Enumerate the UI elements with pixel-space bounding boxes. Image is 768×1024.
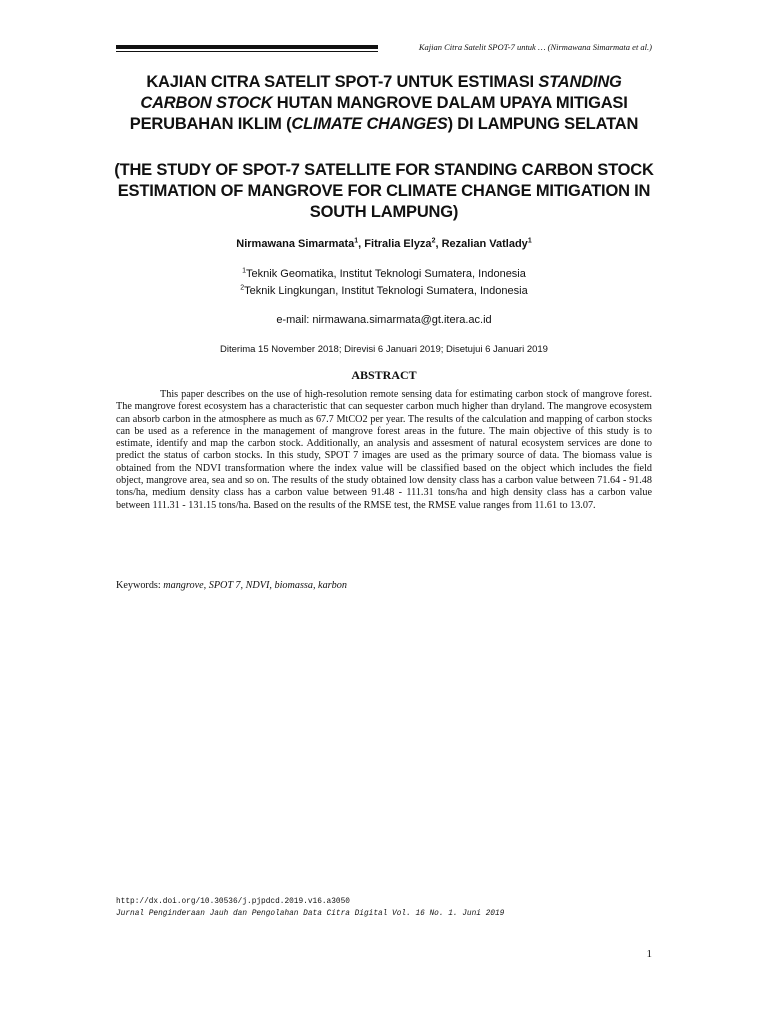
abstract-body: This paper describes on the use of high-resolution remote sensing data for estimating carbon stock of mangrove forest. The mangrove forest ecosystem has a characteristic that can sequester carbon much higher than dryland. The mangrove ecosystem can absorb carbon in the atmosphere as much as 67.7 MtCO2 per year. The results of the calculation and mapping of carbon stocks can be used as a reference in the management of mangrove forest areas in the future. The main objective of this study is to estimate, identify and map the carbon stock. Additionally, an analysis and assesment of natural ecosystem services are done to predict the status of carbon stocks. In this study, SPOT 7 images are used as the primary source of data. The biomass value is obtained from the NDVI transformation where the index value will be classified based on the object which includes the field object, mangrove area, sea and so on. The results of the study obtained low density class has a carbon value between 71.64 - 91.48 tons/ha, medium density class has a carbon value between 91.48 - 111.31 tons/ha and high density class has a carbon value between 111.31 - 131.15 tons/ha. Based on the results of the RMSE test, the RMSE value ranges from 11.61 to 13.07. bbox=[116, 389, 652, 511]
abstract-heading: ABSTRACT bbox=[351, 368, 417, 382]
keywords-values: mangrove, SPOT 7, NDVI, biomassa, karbon bbox=[163, 580, 347, 591]
affiliation-text: Teknik Geomatika, Institut Teknologi Sumatera, Indonesia bbox=[246, 268, 526, 280]
submission-dates: Diterima 15 November 2018; Direvisi 6 Januari 2019; Disetujui 6 Januari 2019 bbox=[220, 344, 548, 355]
affiliation-1 bbox=[110, 268, 658, 280]
title-id-part3: ) DI LAMPUNG SELATAN bbox=[447, 115, 639, 133]
author-sup: 1 bbox=[354, 237, 359, 245]
author-name: Rezalian Vatlady bbox=[441, 238, 528, 250]
title-indonesian bbox=[110, 72, 658, 135]
affiliation-sup: 1 bbox=[242, 267, 247, 275]
affiliation-2 bbox=[110, 285, 658, 297]
author-sep: , bbox=[435, 238, 442, 250]
author-name: Fitralia Elyza bbox=[364, 238, 432, 250]
author-sup: 2 bbox=[431, 237, 436, 245]
author-email: e-mail: nirmawana.simarmata@gt.itera.ac.id bbox=[276, 314, 492, 326]
keywords-label: Keywords: bbox=[116, 580, 164, 591]
title-id-italic2: CLIMATE CHANGES bbox=[291, 115, 448, 133]
page-number: 1 bbox=[646, 948, 652, 960]
footer-journal: Jurnal Penginderaan Jauh dan Pengolahan Data Citra Digital Vol. 16 No. 1. Juni 2019 bbox=[116, 910, 505, 918]
affiliation-text: Teknik Lingkungan, Institut Teknologi Sumatera, Indonesia bbox=[244, 285, 528, 297]
author-sup: 1 bbox=[527, 237, 532, 245]
affiliation-sup: 2 bbox=[240, 284, 245, 292]
author-name: Nirmawana Simarmata bbox=[236, 238, 355, 250]
footer-doi: http://dx.doi.org/10.30536/j.pjpdcd.2019.v16.a3050 bbox=[116, 898, 350, 906]
author-list bbox=[110, 238, 658, 250]
title-id-italic1: STANDING CARBON STOCK bbox=[140, 73, 622, 112]
title-id-part2: HUTAN MANGROVE DALAM UPAYA MITIGASI PERUBAHAN IKLIM ( bbox=[129, 94, 628, 133]
author-sep: , bbox=[358, 238, 365, 250]
keywords bbox=[116, 580, 652, 591]
title-english: (THE STUDY OF SPOT-7 SATELLITE FOR STANDING CARBON STOCK ESTIMATION OF MANGROVE FOR CLIMATE CHANGE MITIGATION IN SOUTH LAMPUNG) bbox=[114, 161, 654, 221]
header-rule bbox=[116, 45, 378, 49]
running-head: Kajian Citra Satelit SPOT-7 untuk … (Nirmawana Simarmata et al.) bbox=[418, 42, 652, 52]
title-id-part1: KAJIAN CITRA SATELIT SPOT-7 UNTUK ESTIMASI bbox=[146, 73, 539, 91]
